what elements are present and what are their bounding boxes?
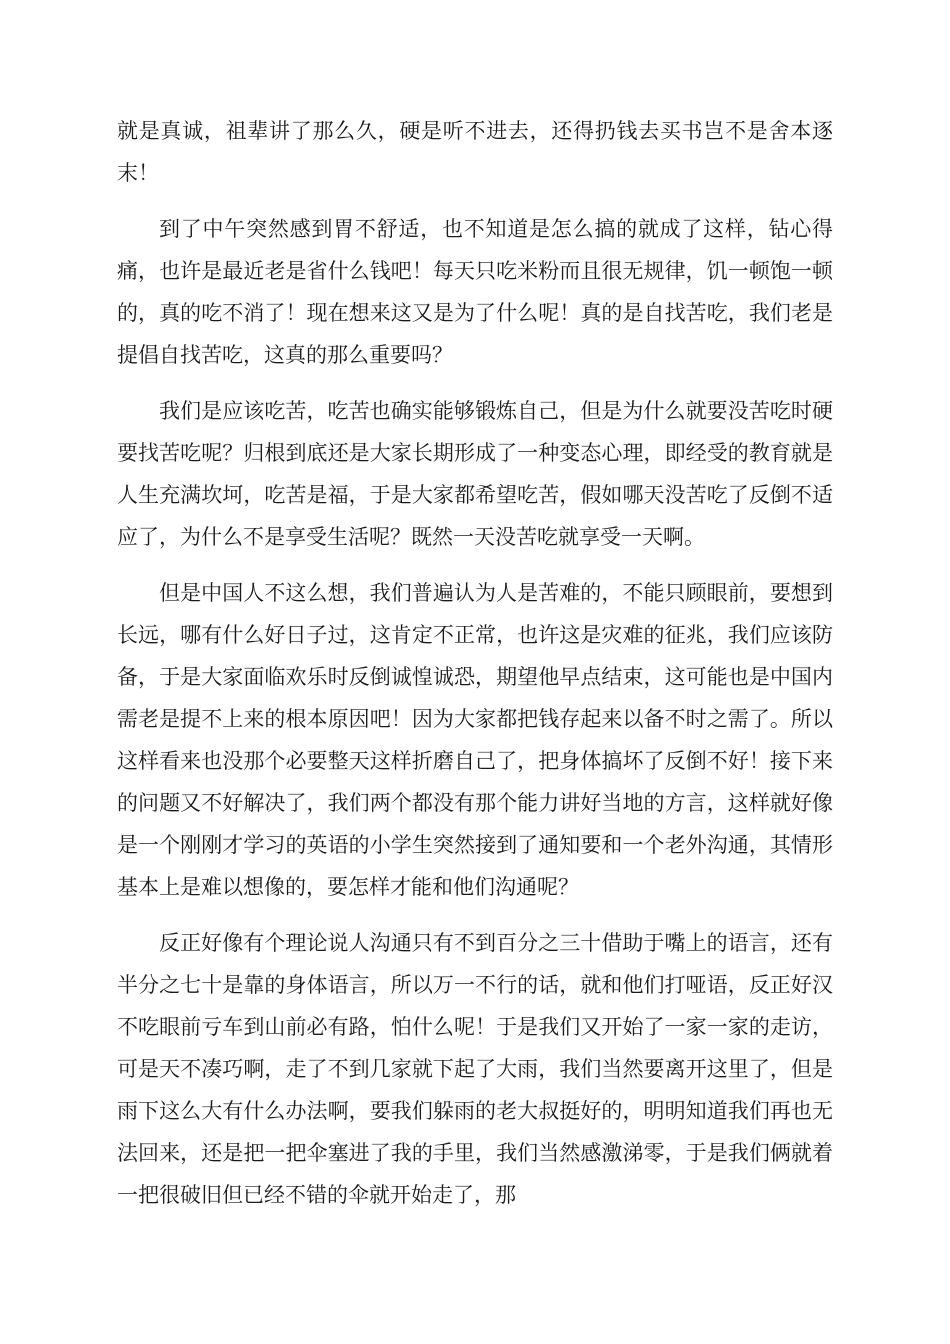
paragraph-2: 到了中午突然感到胃不舒适，也不知道是怎么搞的就成了这样，钻心得痛，也许是最近老是省什么钱吧！每天只吃米粉而且很无规律，饥一顿饱一顿的，真的吃不消了！现在想来这又是为了什么呢！真的是自找苦吃，我们老是提倡自找苦吃，这真的那么重要吗？ [117,217,833,367]
paragraph-1: 就是真诚，祖辈讲了那么久，硬是听不进去，还得扔钱去买书岂不是舍本逐末！ [117,119,833,185]
document-body [117,110,833,1230]
paragraph-4: 但是中国人不这么想，我们普遍认为人是苦难的，不能只顾眼前，要想到长远，哪有什么好日子过，这肯定不正常，也许这是灾难的征兆，我们应该防备，于是大家面临欢乐时反倒诚惶诚恐，期望他早点结束，这可能也是中国内需老是提不上来的根本原因吧！因为大家都把钱存起来以备不时之需了。所以这样看来也没那个必要整天这样折磨自己了，把身体搞坏了反倒不好！接下来的问题又不好解决了，我们两个都没有那个能力讲好当地的方言，这样就好像是一个刚刚才学习的英语的小学生突然接到了通知要和一个老外沟通，其情形基本上是难以想像的，要怎样才能和他们沟通呢？ [117,581,833,899]
paragraph-5: 反正好像有个理论说人沟通只有不到百分之三十借助于嘴上的语言，还有半分之七十是靠的身体语言，所以万一不行的话，就和他们打哑语，反正好汉不吃眼前亏车到山前必有路，怕什么呢！于是我们又开始了一家一家的走访，可是天不凑巧啊，走了不到几家就下起了大雨，我们当然要离开这里了，但是雨下这么大有什么办法啊，要我们躲雨的老大叔挺好的，明明知道我们再也无法回来，还是把一把伞塞进了我的手里，我们当然感激涕零，于是我们俩就着一把很破旧但已经不错的伞就开始走了，那 [117,931,833,1207]
paragraph-3: 我们是应该吃苦，吃苦也确实能够锻炼自己，但是为什么就要没苦吃时硬要找苦吃呢？归根到底还是大家长期形成了一种变态心理，即经受的教育就是人生充满坎坷，吃苦是福，于是大家都希望吃苦，假如哪天没苦吃了反倒不适应了，为什么不是享受生活呢？既然一天没苦吃就享受一天啊。 [117,399,833,549]
